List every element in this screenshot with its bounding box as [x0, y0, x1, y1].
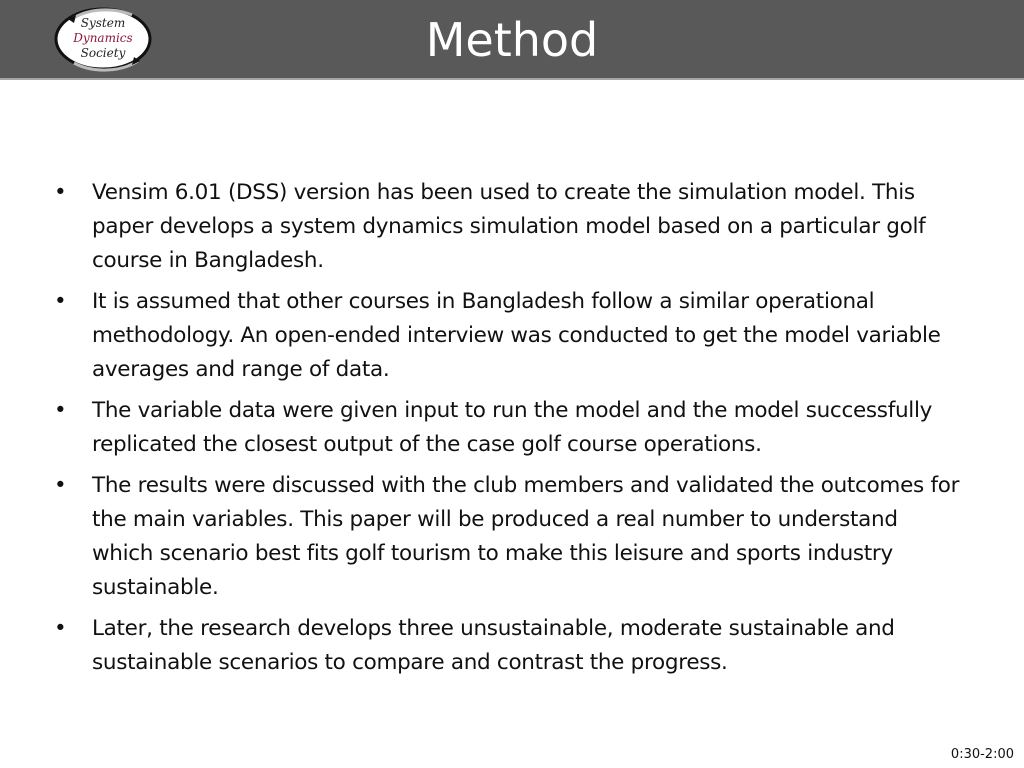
logo-text-dynamics: Dynamics [73, 31, 133, 45]
bullet-icon: • [54, 398, 67, 423]
bullet-text: Vensim 6.01 (DSS) version has been used to create the simulation model. This paper develops a system dynamics simulation model based on a particular golf course in Bangladesh. [92, 180, 926, 273]
bullet-text: Later, the research develops three unsustainable, moderate sustainable and sustainable scenarios to compare and contrast the progress. [92, 616, 895, 675]
bullet-item [52, 469, 962, 605]
bullet-item [52, 612, 962, 680]
slide-body [52, 176, 962, 687]
bullet-icon: • [54, 180, 67, 205]
bullet-icon: • [54, 289, 67, 314]
bullet-icon: • [54, 616, 67, 641]
bullet-text: It is assumed that other courses in Bangladesh follow a similar operational methodology. An open-ended interview was conducted to get the model variable averages and range of data. [92, 289, 941, 382]
bullet-item [52, 176, 962, 278]
timing-note: 0:30-2:00 [950, 747, 1014, 762]
logo-text-system: System [80, 16, 126, 30]
bullet-list [52, 176, 962, 680]
logo-text-society: Society [80, 46, 126, 60]
slide-header [0, 0, 1024, 80]
bullet-item [52, 285, 962, 387]
slide-title: Method [425, 13, 599, 67]
bullet-icon: • [54, 473, 67, 498]
bullet-text: The results were discussed with the club members and validated the outcomes for the main variables. This paper will be produced a real number to understand which scenario best fits golf tourism to make this leisure and sports industry sustainable. [92, 473, 960, 600]
bullet-text: The variable data were given input to run the model and the model successfully replicated the closest output of the case golf course operations. [92, 398, 933, 457]
bullet-item [52, 394, 962, 462]
